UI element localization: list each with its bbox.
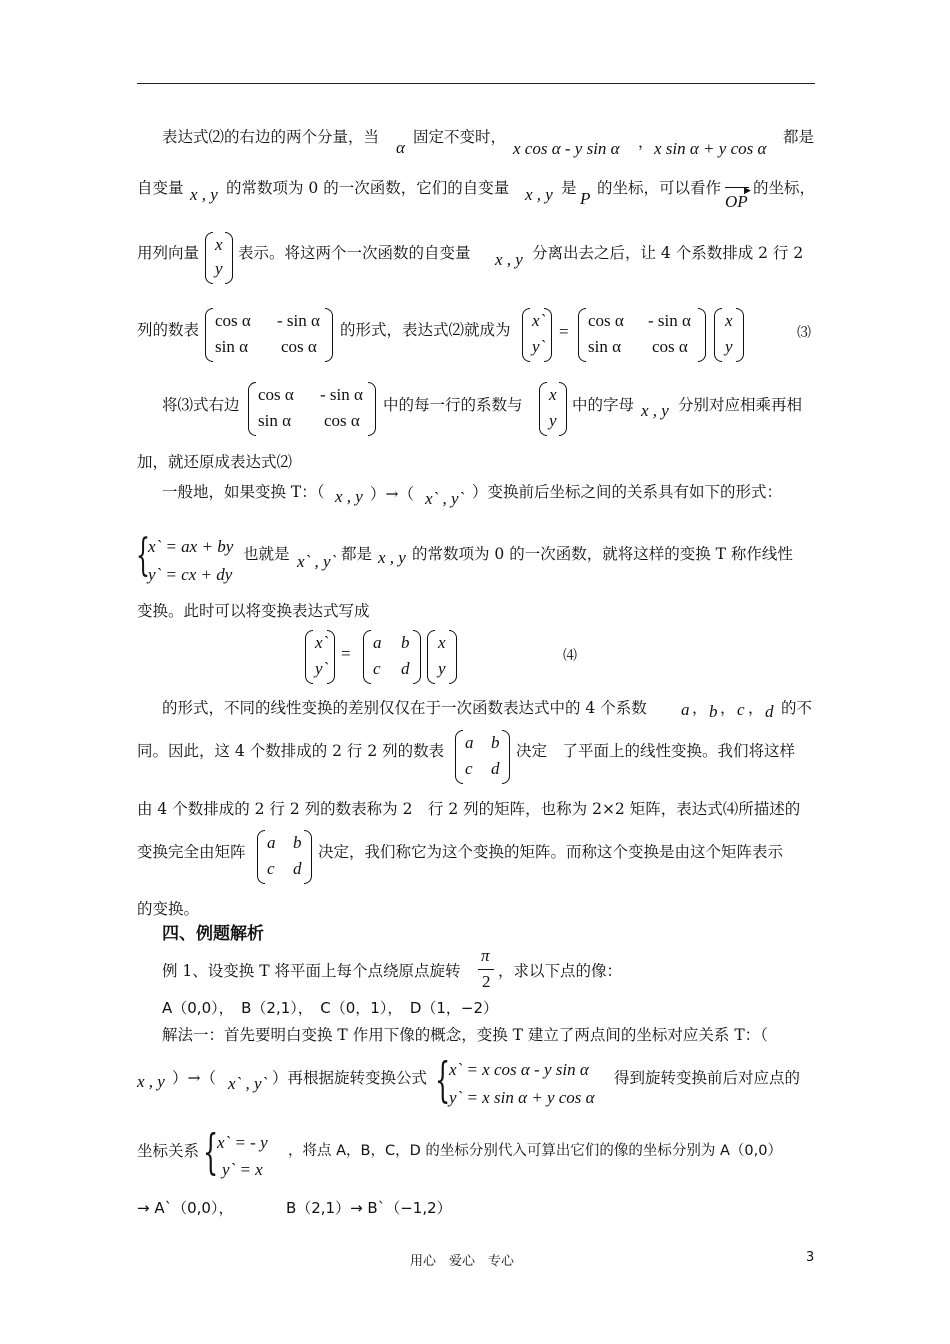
text: 的变换。 [137,900,200,918]
math-xy-prime: x` , y` [228,1074,268,1093]
text: → A`（0,0）， B（2,1）→ B`（−1,2） [137,1199,452,1217]
header-rule [137,83,815,84]
coefficient-matrix: a b c d [455,730,510,784]
math-xy: x , y [525,185,553,204]
equation-row: x` = ax + by [148,537,234,556]
text: 的坐标，可以看作 [597,179,722,197]
text: 的形式，不同的线性变换的差别仅仅在于一次函数表达式中的 4 个系数 [162,699,647,717]
math-xy: x , y [495,250,523,269]
text: 的常数项为 0 的一次函数，就将这样的变换 T 称作线性 [412,545,793,563]
rotation-matrix: cos α - sin α sin α cos α [248,382,376,436]
equation-row: y` = x sin α + y cos α [449,1088,595,1107]
text: ， [638,133,654,151]
text: 列的数表 [137,321,200,339]
text: ，求以下点的像： [498,962,623,980]
text: ， [692,699,708,717]
page-number: 3 [806,1250,815,1265]
column-vector: x y [714,308,744,362]
footer-text: 用心 爱心 专心 [410,1254,515,1269]
math-b: b [709,702,718,721]
text: 分离出去之后，让 4 个系数排成 2 行 2 [532,244,804,262]
text: ）变换前后坐标之间的关系具有如下的形式： [472,483,783,501]
equation-row: x` = x cos α - y sin α [449,1060,589,1079]
points-list: A（0,0）， B（2,1）， C（0，1）， D（1，−2） [162,999,499,1017]
text: 中的每一行的系数与 [383,396,523,414]
text: 得到旋转变换前后对应点的 [614,1069,801,1087]
text: 将⑶式右边 [162,396,240,414]
text: ，将点 A，B，C，D 的坐标分别代入可算出它们的像的坐标分别为 A（0,0） [288,1143,782,1159]
equals-sign: = [341,644,351,663]
text: 的不 [781,699,813,717]
text: 用列向量 [137,244,200,262]
math-expr: x cos α - y sin α [513,139,620,158]
math-alpha: α [396,138,405,157]
equation-tag: ⑶ [797,326,811,341]
column-vector: x` y` [305,630,335,684]
math-xy-prime: x` , y` [297,552,337,571]
text: 解法一：首先要明白变换 T 作用下像的概念，变换 T 建立了两点间的坐标对应关系 T：（ [162,1026,768,1044]
text: 同。因此，这 4 个数排成的 2 行 2 列的数表 [137,742,445,760]
rotation-matrix: cos α - sin α sin α cos α [578,308,706,362]
math-d: d [765,702,774,721]
math-P: P [580,189,591,208]
math-xy-prime: x` , y` [425,489,465,508]
left-brace: { [435,1052,451,1108]
text: 变换完全由矩阵 [137,843,246,861]
math-expr: x sin α + y cos α [654,139,767,158]
equals-sign: = [559,322,569,341]
text: ， [748,699,764,717]
equation-row: y` = x [222,1160,263,1179]
text: 中的字母 [572,396,635,414]
fraction-denominator: 2 [482,972,491,991]
text: ）→（ [370,485,414,503]
equation-row: y` = cx + dy [148,565,233,584]
text: ）→（ [172,1069,216,1087]
text: 表达式⑵的右边的两个分量，当 [162,128,380,146]
math-xy: x , y [137,1072,165,1091]
text: 固定不变时， [413,128,507,146]
section-heading: 四、例题解析 [162,924,264,944]
text: 由 4 个数排成的 2 行 2 列的数表称为 2 行 2 列的矩阵，也称为 2×2 矩阵，表达式⑷所描述的 [137,800,801,818]
text: 的坐标， [753,179,816,197]
text: ， [720,699,736,717]
left-brace: { [203,1124,219,1180]
text: 的常数项为 0 的一次函数，它们的自变量 [226,179,510,197]
text: 都是 [783,128,815,146]
equation-row: x` = - y [217,1133,268,1152]
equation-tag: ⑷ [563,649,577,664]
fraction-bar [478,969,494,970]
text: 自变量 [137,179,184,197]
rotation-matrix: cos α - sin α sin α cos α [205,308,333,362]
math-xy: x , y [190,185,218,204]
text: 决定，我们称它为这个变换的矩阵。而称这个变换是由这个矩阵表示 [318,843,784,861]
text: 一般地，如果变换 T：（ [162,483,325,501]
column-vector: x y [205,232,233,284]
text: 都是 [341,545,373,563]
fraction-numerator: π [481,946,490,965]
text: 加，就还原成表达式⑵ [137,453,293,471]
column-vector: x` y` [522,308,552,362]
text: 是 [561,179,577,197]
math-xy: x , y [378,548,406,567]
math-xy: x , y [641,401,669,420]
arrow-head-icon: ▶ [744,186,751,196]
text: 例 1、设变换 T 将平面上每个点绕原点旋转 [162,962,461,980]
math-a: a [681,700,690,719]
left-brace: { [136,530,150,581]
math-xy: x , y [335,487,363,506]
text: 决定 了平面上的线性变换。我们将这样 [516,742,796,760]
text: 的形式，表达式⑵就成为 [340,321,511,339]
text: 坐标关系 [137,1142,200,1160]
coefficient-matrix: a b c d [257,830,312,884]
text: 表示。将这两个一次函数的自变量 [238,244,471,262]
text: 变换。此时可以将变换表达式写成 [137,602,370,620]
coefficient-matrix: a b c d [363,630,421,684]
math-c: c [737,700,745,719]
math-OP: OP [725,192,748,211]
text: ）再根据旋转变换公式 [272,1069,428,1087]
column-vector: x y [539,382,567,436]
column-vector: x y [427,630,457,684]
text: 分别对应相乘再相 [678,396,803,414]
text-line [162,127,379,147]
text: 也就是 [243,545,290,563]
